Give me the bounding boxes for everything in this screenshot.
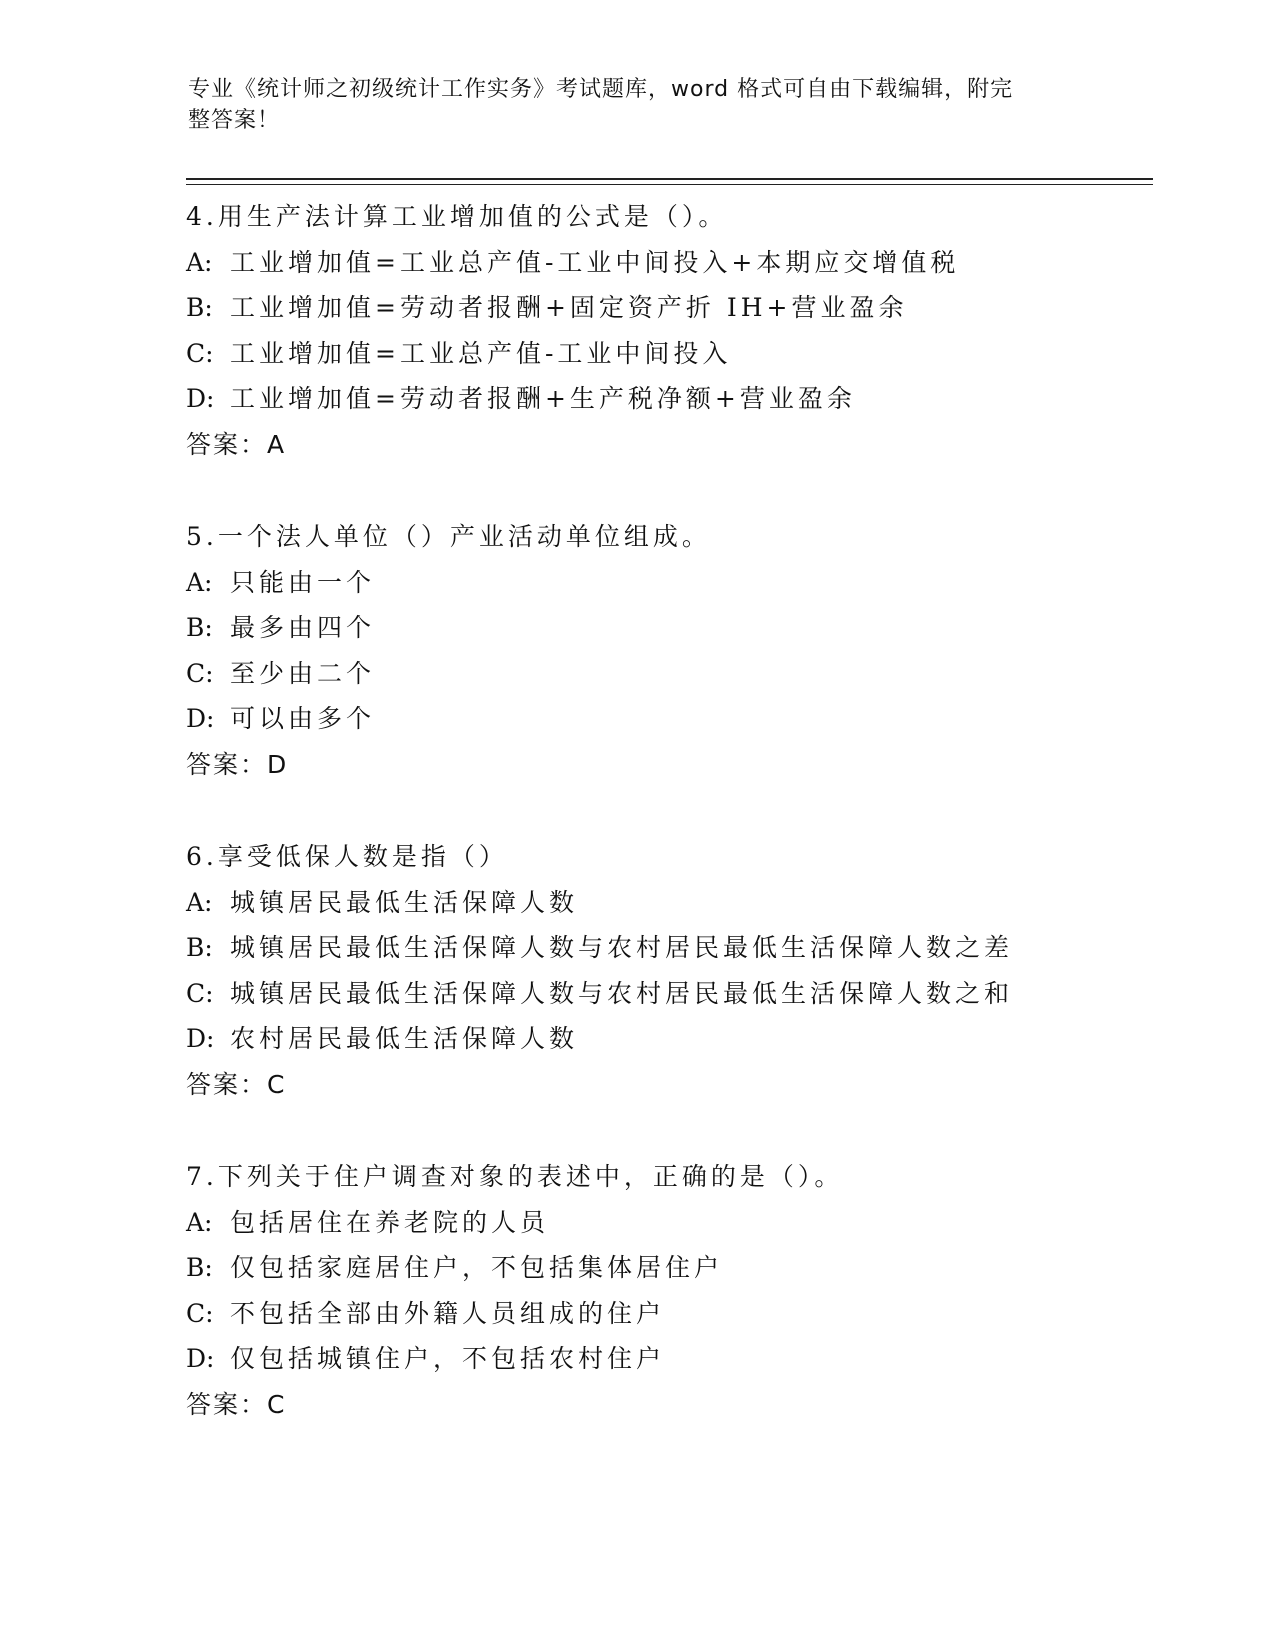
option-a [186, 240, 1146, 286]
question-stem: 5.一个法人单位（）产业活动单位组成。 [186, 522, 711, 551]
option-key: C: [186, 338, 214, 368]
question-stem: 4.用生产法计算工业增加值的公式是（）。 [186, 202, 728, 231]
document-header [188, 74, 1088, 136]
option-text: 城镇居民最低生活保障人数与农村居民最低生活保障人数之差 [230, 933, 1014, 962]
option-key: C: [186, 978, 214, 1008]
option-a [186, 880, 1146, 926]
option-b [186, 285, 1146, 331]
option-text: 工业增加值=劳动者报酬+固定资产折 IH+营业盈余 [230, 293, 908, 322]
question-7 [186, 1154, 1146, 1427]
option-b [186, 605, 1146, 651]
option-key: B: [186, 933, 213, 962]
answer-line: 答案：A [186, 429, 287, 459]
option-text: 可以由多个 [230, 704, 376, 733]
header-line-2: 整答案！ [188, 108, 281, 133]
header-line-1: 专业《统计师之初级统计工作实务》考试题库，word 格式可自由下载编辑，附完 [188, 77, 1014, 102]
option-c [186, 971, 1146, 1017]
option-key: C: [186, 1298, 214, 1328]
option-key: D: [186, 1024, 215, 1053]
option-key: D: [186, 384, 215, 413]
option-d [186, 376, 1146, 422]
option-key: B: [186, 613, 213, 642]
option-b [186, 925, 1146, 971]
option-text: 仅包括家庭居住户，不包括集体居住户 [230, 1253, 724, 1282]
answer-line: 答案：C [186, 1069, 287, 1099]
header-divider-thin [186, 184, 1153, 185]
option-key: D: [186, 704, 215, 733]
question-stem: 6.享受低保人数是指（） [186, 842, 508, 871]
option-d [186, 1336, 1146, 1382]
option-text: 工业增加值=工业总产值-工业中间投入+本期应交增值税 [230, 247, 960, 277]
header-divider-thick [186, 178, 1153, 180]
option-text: 工业增加值=劳动者报酬+生产税净额+营业盈余 [230, 384, 856, 413]
option-text: 不包括全部由外籍人员组成的住户 [230, 1298, 666, 1328]
option-c [186, 651, 1146, 697]
option-d [186, 1016, 1146, 1062]
option-text: 只能由一个 [230, 567, 376, 597]
option-a [186, 560, 1146, 606]
option-d [186, 696, 1146, 742]
option-text: 城镇居民最低生活保障人数与农村居民最低生活保障人数之和 [230, 978, 1014, 1008]
option-key: D: [186, 1344, 215, 1373]
option-text: 仅包括城镇住户，不包括农村住户 [230, 1344, 666, 1373]
answer-line: 答案：C [186, 1389, 287, 1419]
option-key: A: [186, 1207, 213, 1237]
option-text: 城镇居民最低生活保障人数 [230, 887, 579, 917]
option-c [186, 331, 1146, 377]
option-b [186, 1245, 1146, 1291]
question-6 [186, 834, 1146, 1107]
answer-line: 答案：D [186, 749, 289, 779]
option-text: 工业增加值=工业总产值-工业中间投入 [230, 338, 732, 368]
option-key: B: [186, 1253, 213, 1282]
question-5 [186, 514, 1146, 787]
option-c [186, 1291, 1146, 1337]
option-key: C: [186, 658, 214, 688]
option-text: 农村居民最低生活保障人数 [230, 1024, 579, 1053]
option-text: 至少由二个 [230, 658, 376, 688]
option-text: 最多由四个 [230, 613, 376, 642]
question-list [186, 194, 1146, 1474]
option-key: A: [186, 887, 213, 917]
option-a [186, 1200, 1146, 1246]
option-key: A: [186, 247, 213, 277]
question-4 [186, 194, 1146, 467]
question-stem: 7.下列关于住户调查对象的表述中，正确的是（）。 [186, 1162, 844, 1191]
option-text: 包括居住在养老院的人员 [230, 1207, 550, 1237]
option-key: B: [186, 293, 213, 322]
option-key: A: [186, 567, 213, 597]
